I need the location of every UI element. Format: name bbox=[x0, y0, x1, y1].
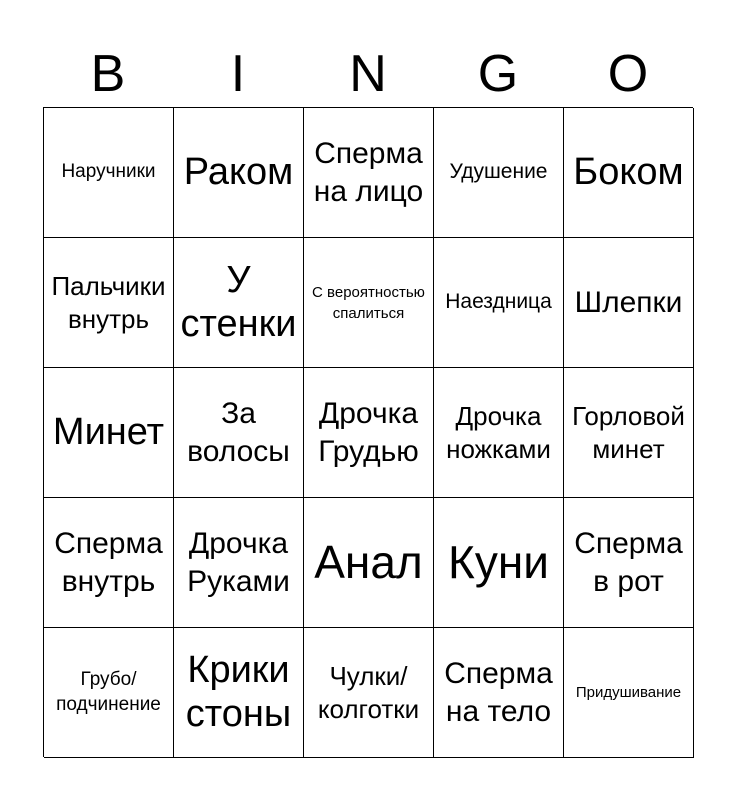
bingo-cell[interactable]: Куни bbox=[434, 498, 564, 628]
bingo-cell[interactable]: Минет bbox=[44, 368, 174, 498]
bingo-cell[interactable]: Чулки/ колготки bbox=[304, 628, 434, 758]
bingo-cell[interactable]: Придушивание bbox=[564, 628, 694, 758]
bingo-cell-free-space[interactable]: С вероятностью спалиться bbox=[304, 238, 434, 368]
header-letter-n: N bbox=[349, 45, 387, 103]
bingo-cell[interactable]: Наручники bbox=[44, 108, 174, 238]
bingo-cell[interactable]: Шлепки bbox=[564, 238, 694, 368]
bingo-cell[interactable]: Горловой минет bbox=[564, 368, 694, 498]
bingo-cell[interactable]: Боком bbox=[564, 108, 694, 238]
bingo-cell[interactable]: Пальчики внутрь bbox=[44, 238, 174, 368]
bingo-cell[interactable]: Наездница bbox=[434, 238, 564, 368]
bingo-cell[interactable]: Сперма в рот bbox=[564, 498, 694, 628]
bingo-cell[interactable]: Сперма на тело bbox=[434, 628, 564, 758]
bingo-cell[interactable]: Раком bbox=[174, 108, 304, 238]
bingo-cell[interactable]: Сперма внутрь bbox=[44, 498, 174, 628]
bingo-cell[interactable]: За волосы bbox=[174, 368, 304, 498]
bingo-cell[interactable]: Дрочка Руками bbox=[174, 498, 304, 628]
bingo-header bbox=[43, 44, 693, 104]
bingo-cell[interactable]: Крики стоны bbox=[174, 628, 304, 758]
bingo-cell[interactable]: Анал bbox=[304, 498, 434, 628]
bingo-cell[interactable]: У стенки bbox=[174, 238, 304, 368]
bingo-cell[interactable]: Сперма на лицо bbox=[304, 108, 434, 238]
bingo-cell[interactable]: Дрочка Грудью bbox=[304, 368, 434, 498]
header-letter-b: B bbox=[90, 45, 126, 103]
bingo-cell[interactable]: Дрочка ножками bbox=[434, 368, 564, 498]
bingo-cell[interactable]: Удушение bbox=[434, 108, 564, 238]
header-letter-o: O bbox=[607, 45, 649, 103]
header-letter-g: G bbox=[477, 45, 519, 103]
bingo-cell[interactable]: Грубо/ подчинение bbox=[44, 628, 174, 758]
header-letter-i: I bbox=[230, 45, 246, 103]
bingo-board bbox=[43, 107, 693, 757]
